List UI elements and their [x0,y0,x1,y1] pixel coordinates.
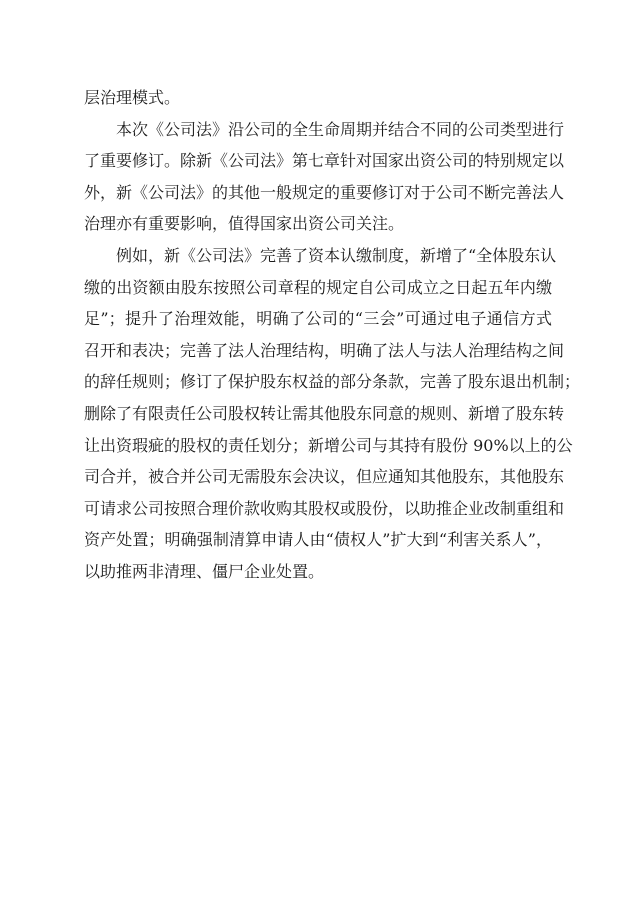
text-line: 层治理模式。 [84,88,181,107]
paragraph-2 [84,114,565,240]
text-line: 本次《公司法》沿公司的全生命周期并结合不同的公司类型进行 [116,119,565,139]
text-line: 外，新《公司法》的其他一般规定的重要修订对于公司不断完善法人 [84,182,565,202]
text-line: 资产处置；明确强制清算申请人由“债权人”扩大到“利害关系人”， [84,530,552,550]
text-line: 以助推两非清理、僵尸企业处置。 [84,561,325,581]
text-line: 召开和表决；完善了法人治理结构，明确了法人与法人治理结构之间 [84,340,565,360]
text-line: 让出资瑕疵的股权的责任划分；新增公司与其持有股份 90%以上的公 [84,435,573,455]
paragraph-3 [84,240,581,588]
text-line: 了重要修订。除新《公司法》第七章针对国家出资公司的特别规定以 [84,151,565,171]
text-line: 例如，新《公司法》完善了资本认缴制度，新增了“全体股东认 [116,245,557,265]
text-line: 足”；提升了治理效能，明确了公司的“三会”可通过电子通信方式 [84,309,552,329]
text-line: 可请求公司按照合理价款收购其股权或股份，以助推企业改制重组和 [84,498,565,518]
body-text [84,82,581,588]
text-line: 删除了有限责任公司股权转让需其他股东同意的规则、新增了股东转 [84,403,565,423]
text-line: 的辞任规则；修订了保护股东权益的部分条款，完善了股东退出机制； [84,372,581,392]
text-line: 治理亦有重要影响，值得国家出资公司关注。 [84,214,405,234]
paragraph-1 [84,82,552,114]
text-line: 司合并，被合并公司无需股东会决议，但应通知其他股东，其他股东 [84,467,565,487]
text-line: 缴的出资额由股东按照公司章程的规定自公司成立之日起五年内缴 [84,277,552,297]
